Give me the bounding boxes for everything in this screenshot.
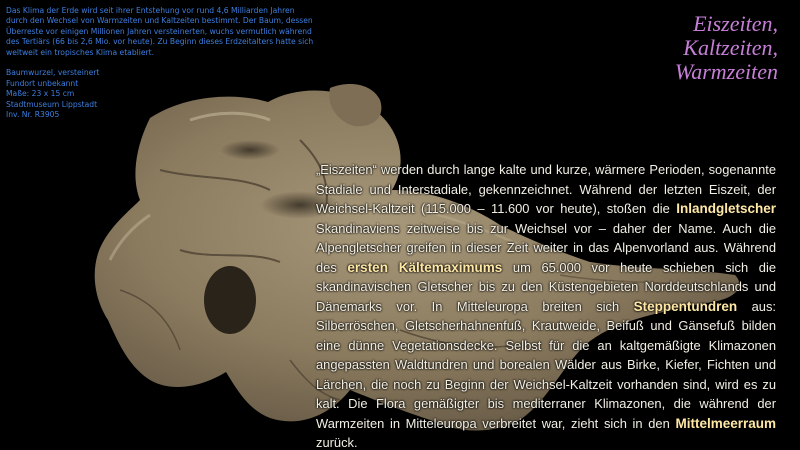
object-caption [6,6,318,120]
caption-museum: Stadtmuseum Lippstadt [6,99,98,109]
caption-intro: Das Klima der Erde wird seit ihrer Entstehung vor rund 4,6 Milliarden Jahren durch den Wechsel von Warmzeiten und Kaltzeiten bestimmt. Der Baum, dessen Überreste vor einigen Millionen Jahren versteinerten, wuchs vermutlich während des Tertiärs (66 bis 2,6 Mio. vor heute). Zu Beginn dieses Erdzeitalters hatte sich weltweit ein tropisches Klima etabliert. [6,6,314,57]
body-text-part-4: aus: Silberröschen, Gletscherhahnenfuß, Krautweide, Beifuß und Gänsefuß bilden eine dünne Vegetationsdecke. Selbst für die an kaltgemäßigte Klimazonen angepassten Waldtundren und borealen Wälder aus Birke, Kiefer, Fichten und Lärchen, die noch zu Beginn der Weichsel-Kaltzeit vorhanden sind, wird es zu kalt. Die Flora gemäßigter bis mediterraner Klimazonen, die während der Warmzeiten in Mitteleuropa verbreitet war, zieht sich in den [316,298,776,431]
title-line-3: Warmzeiten [674,59,778,84]
body-text-part-2: Skandinaviens zeitweise bis zur Weichsel vor – daher der Name. Auch die Alpengletscher greifen in dieser Zeit weiter in das Alpenvorland aus. Während des [316,220,776,275]
body-text-part-1: „Eiszeiten“ werden durch lange kalte und kurze, wärmere Perioden, sogenannte Stadiale und Interstadiale, gekennzeichnet. Während der letzten Eiszeit, der Weichsel-Kaltzeit (115.000 – 11.600 vor heute), stoßen die [316,162,776,216]
body-text-part-5: zurück. [316,435,358,450]
caption-inventory-number: Inv. Nr. R3905 [6,110,60,120]
title-line-1: Eiszeiten, [693,11,778,36]
caption-find-location: Fundort unbekannt [6,78,79,88]
body-paragraph [316,160,776,450]
panel-title [675,12,778,84]
caption-object-name: Baumwurzel, versteinert [6,68,100,78]
caption-dimensions: Maße: 23 x 15 cm [6,89,75,99]
highlight-kaeltemaximum: ersten Kältemaximums [347,259,503,275]
caption-spacer [6,58,318,68]
body-text-part-3: um 65.000 vor heute schieben sich die skandinavischen Gletscher bis zu den Küstengebieten Norddeutschlands und Dänemarks vor. In Mitteleuropa breiten sich [316,259,776,314]
title-line-2: Kaltzeiten, [683,35,778,60]
highlight-steppentundren: Steppentundren [633,298,738,314]
highlight-inlandgletscher: Inlandgletscher [676,201,776,216]
highlight-mittelmeerraum: Mittelmeerraum [675,415,776,431]
